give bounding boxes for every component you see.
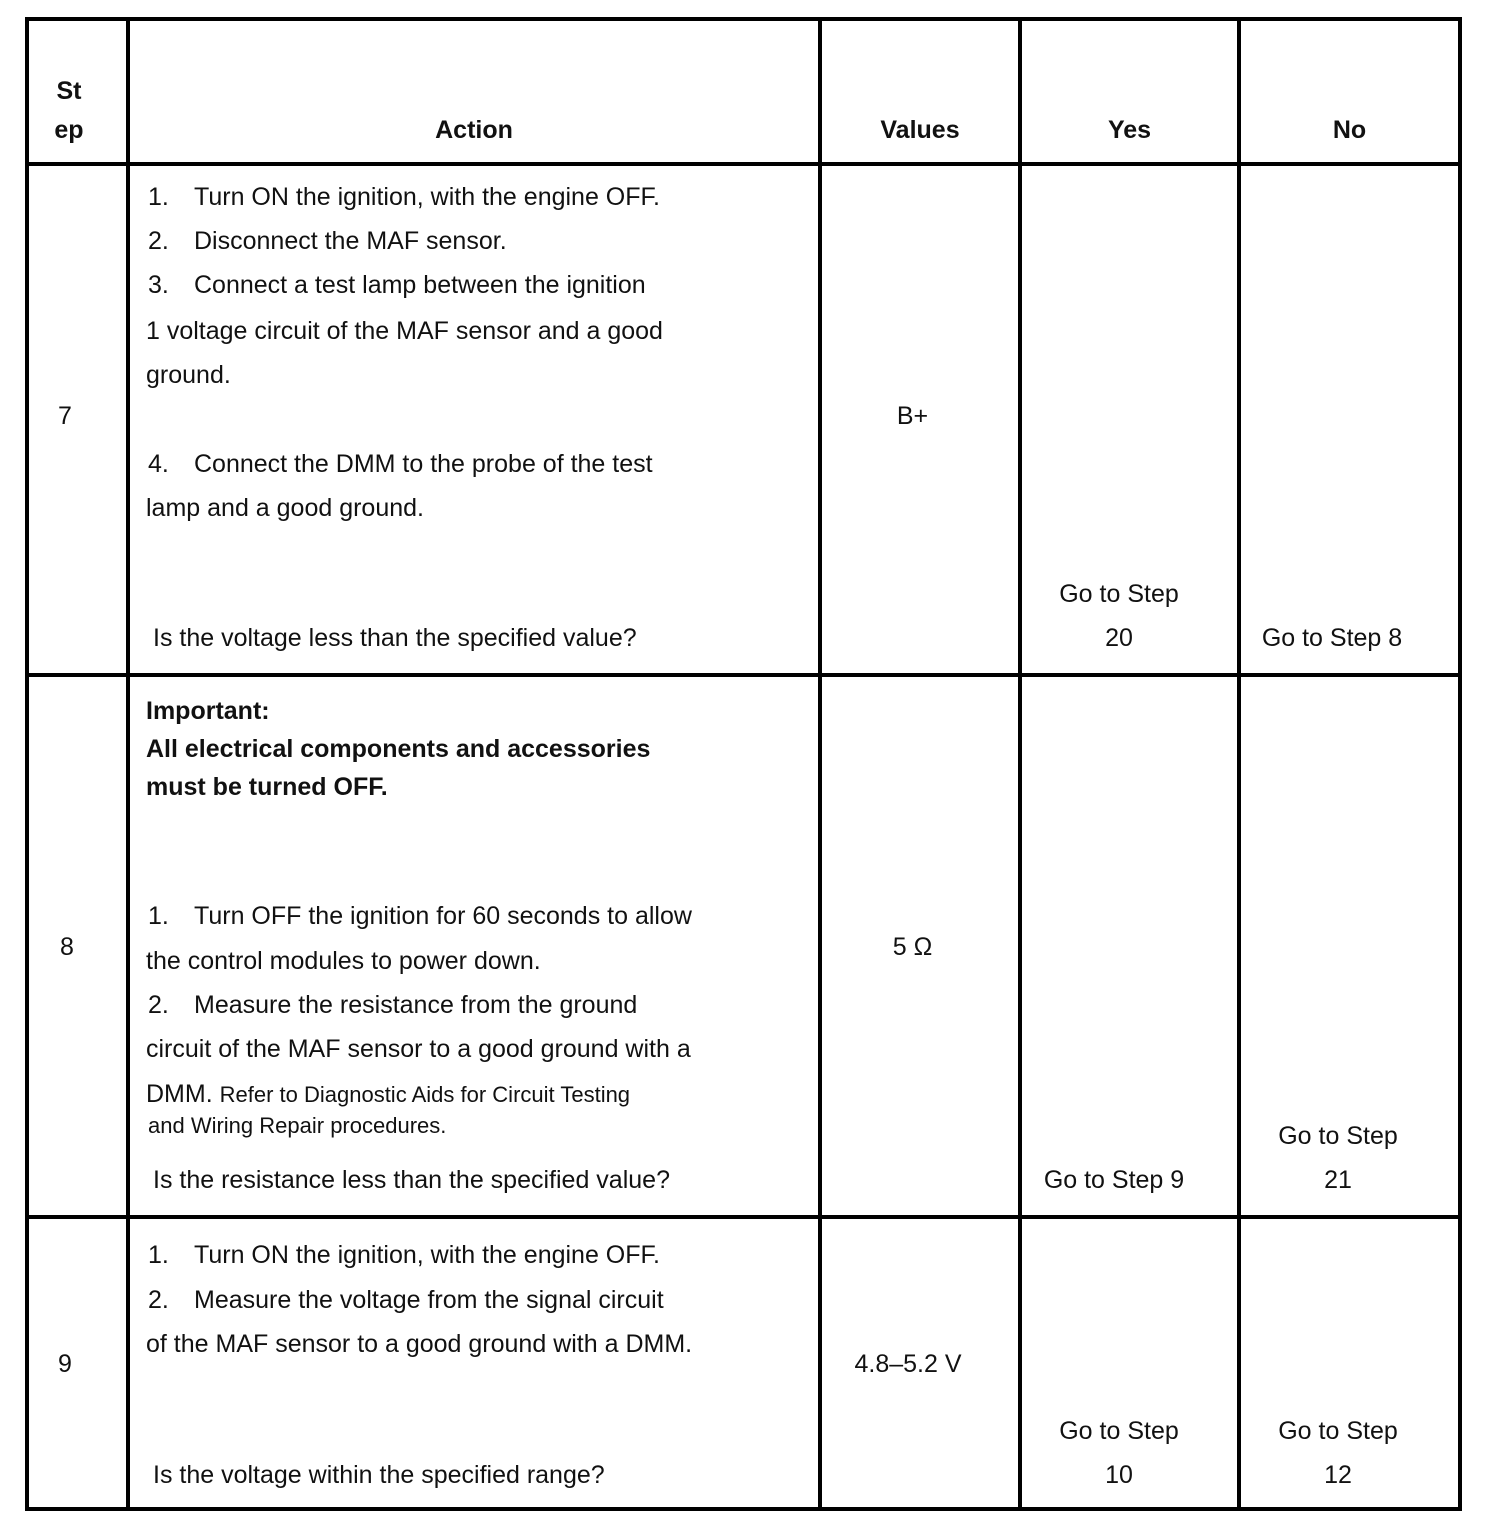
header-yes: Yes <box>1107 116 1152 144</box>
no-result-step: 12 <box>1324 1461 1352 1489</box>
header-step-line2: ep <box>54 116 84 144</box>
item-number: 1. <box>148 1241 169 1269</box>
row-divider <box>25 673 1462 677</box>
item-text: 1 voltage circuit of the MAF sensor and a good <box>146 317 663 345</box>
item-text: of the MAF sensor to a good ground with a DMM. <box>146 1330 693 1358</box>
action-item <box>146 946 541 976</box>
step-number: 7 <box>58 402 72 430</box>
item-number: 1. <box>148 902 169 930</box>
action-item <box>146 1079 630 1110</box>
table-border-bottom <box>25 1507 1462 1511</box>
no-result-step: 21 <box>1324 1166 1352 1194</box>
action-item <box>148 901 692 931</box>
table-border-right <box>1458 17 1462 1511</box>
item-number: 2. <box>148 227 169 255</box>
yes-result-step: 20 <box>1105 624 1133 652</box>
action-item <box>148 1240 660 1270</box>
no-result: Go to Step 8 <box>1261 624 1403 652</box>
action-question: Is the voltage less than the specified value? <box>153 624 637 652</box>
item-number: 1. <box>148 183 169 211</box>
column-divider <box>1237 17 1241 1511</box>
important-note: All electrical components and accessories <box>146 735 651 763</box>
action-item <box>148 990 637 1020</box>
item-text: Disconnect the MAF sensor. <box>194 227 507 255</box>
important-label: Important: <box>146 697 270 725</box>
action-item <box>148 182 660 212</box>
item-number: 2. <box>148 991 169 1019</box>
action-item <box>148 1285 664 1315</box>
yes-result: Go to Step <box>1059 1417 1179 1445</box>
action-item <box>146 360 231 390</box>
dmm-text: DMM. <box>146 1080 213 1108</box>
item-number: 4. <box>148 450 169 478</box>
column-divider <box>1018 17 1022 1511</box>
item-number: 2. <box>148 1286 169 1314</box>
row-divider <box>25 1215 1462 1219</box>
item-text: Measure the resistance from the ground <box>194 991 638 1019</box>
action-item <box>146 493 424 523</box>
action-item <box>146 1329 692 1359</box>
action-question: Is the voltage within the specified range? <box>153 1461 605 1489</box>
column-divider <box>126 17 130 1511</box>
step-number: 9 <box>58 1350 72 1378</box>
item-text: the control modules to power down. <box>146 947 541 975</box>
action-item <box>148 270 646 300</box>
table-border-top <box>25 17 1462 21</box>
item-text: Connect the DMM to the probe of the test <box>194 450 653 478</box>
refer-text: and Wiring Repair procedures. <box>148 1113 447 1138</box>
item-text: lamp and a good ground. <box>146 494 424 522</box>
header-action: Action <box>435 116 513 144</box>
header-step-line1: St <box>56 77 82 105</box>
spec-value: 5 Ω <box>892 933 933 961</box>
action-item <box>148 226 507 256</box>
header-values: Values <box>880 116 960 144</box>
action-item <box>146 316 663 346</box>
item-text: Turn OFF the ignition for 60 seconds to allow <box>194 902 692 930</box>
header-no: No <box>1332 116 1367 144</box>
item-text: circuit of the MAF sensor to a good ground with a <box>146 1035 691 1063</box>
spec-value: B+ <box>896 402 929 430</box>
action-question: Is the resistance less than the specified value? <box>153 1166 670 1194</box>
action-item <box>148 449 653 479</box>
important-note: must be turned OFF. <box>146 773 388 801</box>
refer-text: Refer to Diagnostic Aids for Circuit Testing <box>219 1082 631 1107</box>
no-result: Go to Step <box>1278 1417 1398 1445</box>
no-result: Go to Step <box>1278 1122 1398 1150</box>
table-border-left <box>25 17 29 1511</box>
item-number: 3. <box>148 271 169 299</box>
item-text: Connect a test lamp between the ignition <box>194 271 646 299</box>
yes-result: Go to Step <box>1059 580 1179 608</box>
item-text: ground. <box>146 361 231 389</box>
item-text: Turn ON the ignition, with the engine OFF. <box>194 183 660 211</box>
item-text: Turn ON the ignition, with the engine OFF. <box>194 1241 660 1269</box>
yes-result-step: 10 <box>1105 1461 1133 1489</box>
item-text: Measure the voltage from the signal circuit <box>194 1286 664 1314</box>
action-item <box>146 1034 691 1064</box>
header-divider <box>25 162 1462 166</box>
step-number: 8 <box>60 933 74 961</box>
spec-value: 4.8–5.2 V <box>854 1350 962 1378</box>
yes-result: Go to Step 9 <box>1043 1166 1185 1194</box>
column-divider <box>818 17 822 1511</box>
